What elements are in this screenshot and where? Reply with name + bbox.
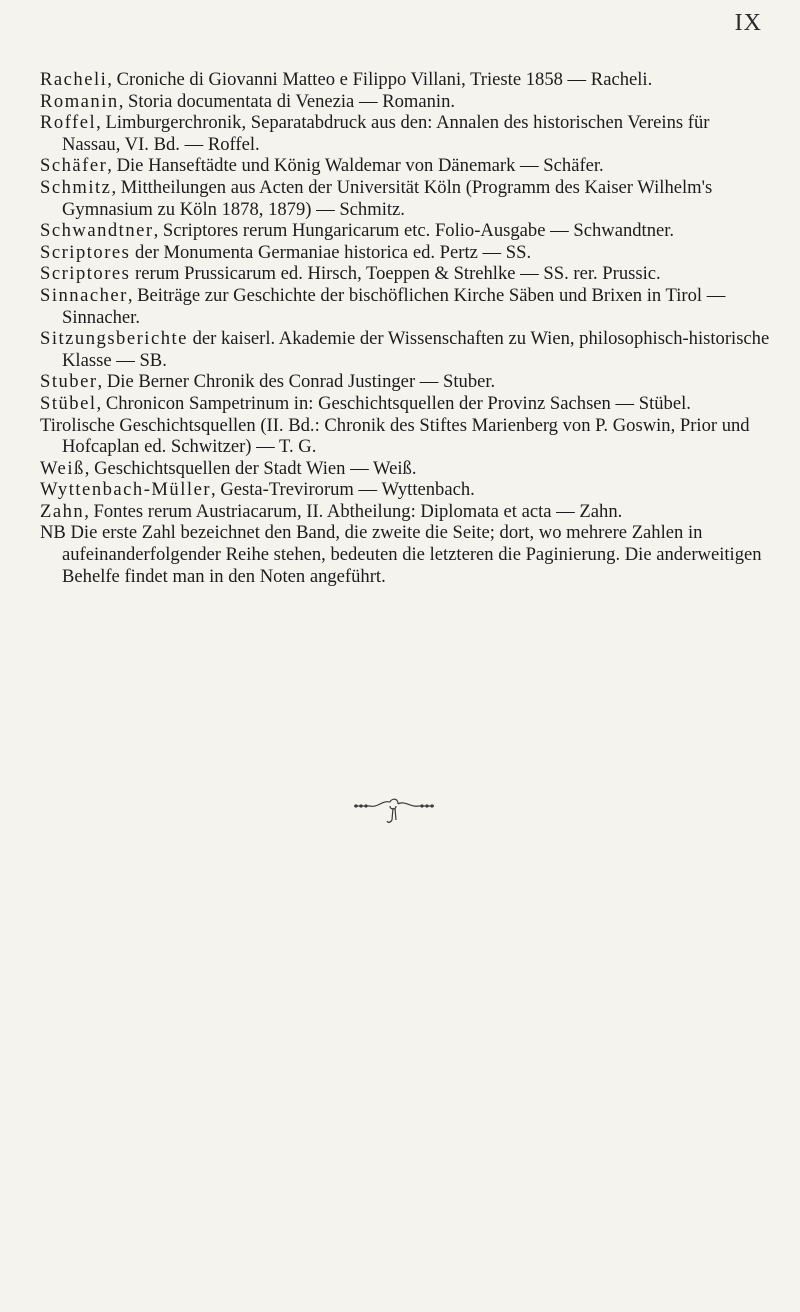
note-text: Die erste Zahl bezeichnet den Band, die zweite die Seite; dort, wo mehrere Zahlen in aufeinanderfolgender Reihe stehen, bedeuten die letzteren die Paginierung. Die anderweitigen Behelfe findet man in den Noten angeführt. <box>62 522 762 587</box>
entry-text: , Scriptores rerum Hungaricarum etc. Folio-Ausgabe — Schwandtner. <box>153 220 675 242</box>
list-item <box>40 393 770 415</box>
entry-author: Wyttenbach-Müller <box>40 479 212 501</box>
list-item <box>40 177 770 220</box>
entry-text: , Chronicon Sampetrinum in: Geschichtsquellen der Provinz Sachsen — Stübel. <box>96 392 691 414</box>
entry-text: rerum Prussicarum ed. Hirsch, Toeppen & Strehlke — SS. rer. Prussic. <box>130 263 661 285</box>
entry-author: Stübel <box>40 392 97 414</box>
entry-text: , Gesta-Trevirorum — Wyttenbach. <box>211 479 475 501</box>
list-item <box>40 69 770 91</box>
entry-author: Sinnacher <box>40 284 128 306</box>
list-item <box>40 501 770 523</box>
entry-author: Schäfer <box>40 155 108 177</box>
entry-text: , Die Hanseftädte und König Waldemar von Dänemark — Schäfer. <box>107 155 604 177</box>
list-item <box>40 91 770 113</box>
entry-text: , Limburgerchronik, Separatabdruck aus den: Annalen des historischen Vereins für Nassau, VI. Bd. — Roffel. <box>62 112 710 155</box>
entry-text: , Geschichtsquellen der Stadt Wien — Weiß. <box>84 457 417 479</box>
note-label: NB <box>40 522 66 544</box>
list-item <box>40 155 770 177</box>
list-item <box>40 220 770 242</box>
entry-author: Scriptores <box>40 241 131 263</box>
entry-text: , Fontes rerum Austriacarum, II. Abtheilung: Diplomata et acta — Zahn. <box>84 500 623 522</box>
list-item <box>40 328 770 371</box>
entry-author: Stuber <box>40 371 98 393</box>
entry-text: Geschichtsquellen (II. Bd.: Chronik des Stiftes Marienberg von P. Goswin, Prior und Hofcaplan ed. Schwitzer) — T. G. <box>62 414 750 458</box>
list-item <box>40 415 770 458</box>
note-paragraph <box>40 522 770 587</box>
page-number: IX <box>734 10 762 36</box>
list-item <box>40 479 770 501</box>
list-item <box>40 263 770 285</box>
entry-author: Weiß <box>40 457 85 479</box>
entry-text: der kaiserl. Akademie der Wissenschaften zu Wien, philosophisch-historische Klasse — SB. <box>62 328 770 371</box>
entry-author: Schmitz <box>40 176 112 198</box>
list-item <box>40 242 770 264</box>
entry-author: Scriptores <box>40 263 131 285</box>
entry-text: , Die Berner Chronik des Conrad Justinger — Stuber. <box>97 371 496 393</box>
abbreviation-list <box>40 69 770 587</box>
entry-author: Racheli <box>40 69 108 90</box>
entry-author: Sitzungsberichte <box>40 328 188 350</box>
entry-author: Tirolische <box>40 414 115 436</box>
entry-author: Zahn <box>40 500 85 522</box>
list-item <box>40 371 770 393</box>
list-item <box>40 112 770 155</box>
entry-text: , Beiträge zur Geschichte der bischöflichen Kirche Säben und Brixen in Tirol — Sinnacher. <box>62 284 726 328</box>
entry-author: Schwandtner <box>40 220 154 242</box>
entry-author: Roffel <box>40 112 97 134</box>
entry-text: , Mittheilungen aus Acten der Universität Köln (Programm des Kaiser Wilhelm's Gymnasium zu Köln 1878, 1879) — Schmitz. <box>62 176 713 220</box>
entry-text: , Storia documentata di Venezia — Romanin. <box>118 90 456 112</box>
list-item <box>40 285 770 328</box>
entry-text: , Croniche di Giovanni Matteo e Filippo Villani, Trieste 1858 — Racheli. <box>107 69 653 90</box>
entry-text: der Monumenta Germaniae historica ed. Pertz — SS. <box>130 241 532 263</box>
list-item <box>40 458 770 480</box>
entry-author: Romanin <box>40 90 119 112</box>
ornament-icon <box>352 796 436 826</box>
